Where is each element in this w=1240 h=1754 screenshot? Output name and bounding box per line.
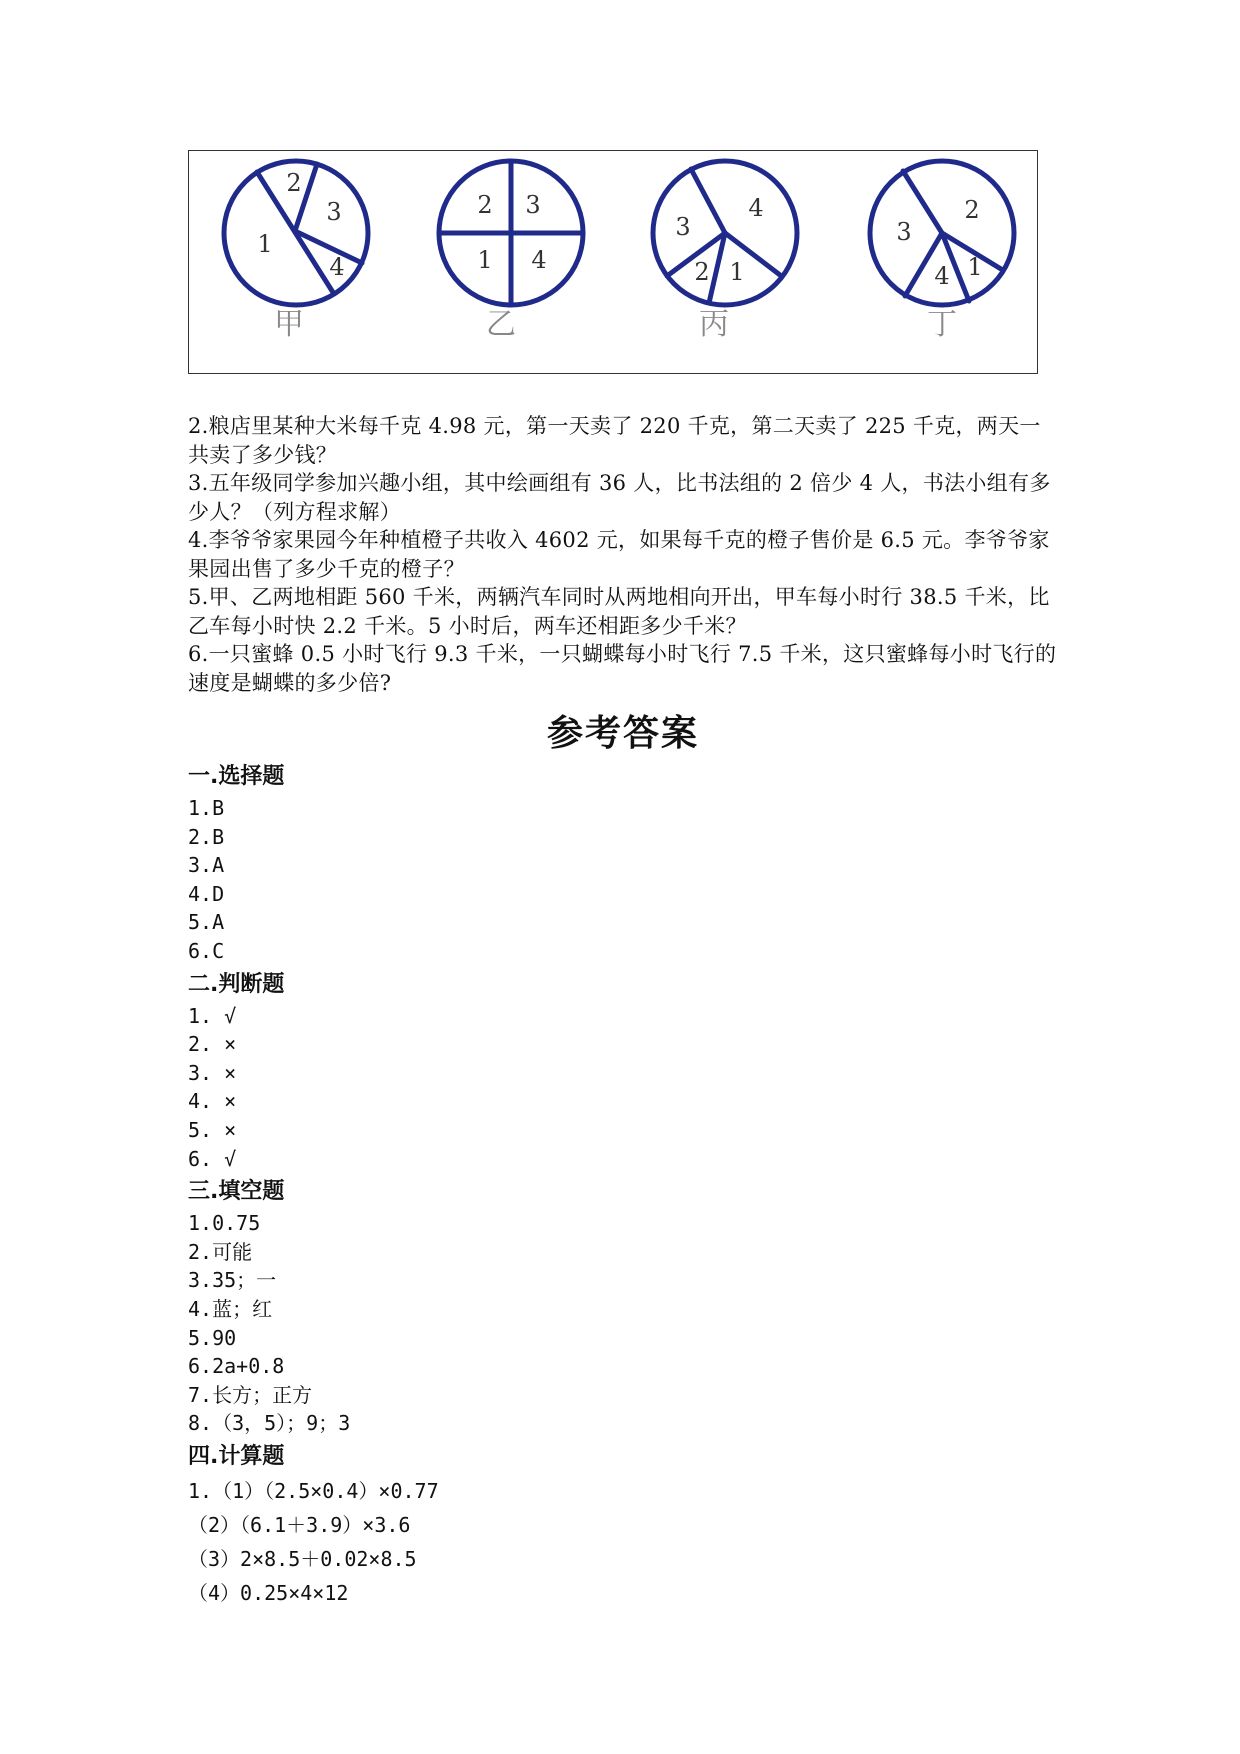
question-2: 2.粮店里某种大米每千克 4.98 元，第一天卖了 220 千克，第二天卖了 225 千克，两天一共卖了多少钱？ — [188, 414, 1041, 467]
circle-division-figure — [188, 150, 1038, 374]
answer-item: 1.0.75 — [188, 1211, 261, 1236]
answer-item: 6.C — [188, 938, 225, 963]
ding-label-3: 3 — [896, 218, 912, 246]
answer-item: 2.B — [188, 824, 225, 849]
answer-item: 1.B — [188, 796, 225, 820]
answer-item: 8.（3，5）；9；3 — [188, 1411, 351, 1436]
caption-bing: 丙 — [699, 307, 729, 342]
question-5: 5.甲、乙两地相距 560 千米，两辆汽车同时从两地相向开出，甲车每小时行 38.5 千米，比乙车每小时快 2.2 千米。5 小时后，两车还相距多少千米？ — [188, 585, 1050, 638]
answer-item: 3.35；一 — [188, 1268, 277, 1293]
answer-item: 2. × — [188, 1032, 237, 1057]
ding-label-1: 1 — [967, 253, 983, 281]
ding-label-2: 2 — [964, 196, 980, 224]
section-title: 二.判断题 — [188, 971, 285, 997]
caption-yi: 乙 — [486, 307, 516, 342]
answer-item: 3. × — [188, 1060, 237, 1085]
answer-item: 4.D — [188, 881, 225, 906]
jia-label-2: 2 — [286, 169, 302, 197]
ding-label-4: 4 — [934, 262, 950, 290]
jia-label-4: 4 — [329, 253, 345, 281]
answer-item: 4.蓝；红 — [188, 1296, 273, 1321]
yi-label-3: 3 — [525, 191, 541, 219]
answer-item: 1.（1）（2.5×0.4）×0.77 — [188, 1478, 439, 1503]
question-3: 3.五年级同学参加兴趣小组，其中绘画组有 36 人，比书法组的 2 倍少 4 人，书法小组有多少人？（列方程求解） — [188, 471, 1051, 524]
answer-item: 6. √ — [188, 1146, 237, 1171]
bing-label-1: 1 — [729, 258, 745, 286]
answer-item: 7.长方；正方 — [188, 1382, 313, 1407]
section-title: 三.填空题 — [188, 1179, 285, 1205]
answer-item: 1. √ — [188, 1003, 237, 1028]
section-judge — [188, 970, 1058, 1174]
section-title: 四.计算题 — [188, 1443, 285, 1469]
answer-title: 参考答案 — [546, 713, 699, 754]
bing-label-3: 3 — [675, 213, 691, 241]
jia-label-1: 1 — [257, 230, 273, 258]
answer-item: 4. × — [188, 1089, 237, 1114]
answer-item: 2.可能 — [188, 1239, 253, 1264]
bing-label-4: 4 — [748, 194, 764, 222]
yi-label-1: 1 — [477, 246, 493, 274]
section-fill — [188, 1177, 1058, 1438]
answer-item: 3.A — [188, 853, 225, 878]
section-choice — [188, 762, 1058, 966]
caption-jia: 甲 — [274, 307, 304, 342]
answer-item: （3）2×8.5＋0.02×8.5 — [188, 1546, 417, 1571]
answer-item: （4）0.25×4×12 — [188, 1580, 349, 1605]
bing-line-top — [691, 169, 725, 233]
question-6: 6.一只蜜蜂 0.5 小时飞行 9.3 千米，一只蝴蝶每小时飞行 7.5 千米，这只蜜蜂每小时飞行的速度是蝴蝶的多少倍? — [188, 642, 1057, 695]
answer-item: 6.2a+0.8 — [188, 1354, 285, 1379]
circles-svg — [189, 151, 1039, 375]
question-4: 4.李爷爷家果园今年种植橙子共收入 4602 元，如果每千克的橙子售价是 6.5 元。李爷爷家果园出售了多少千克的橙子？ — [188, 528, 1050, 581]
page-content — [188, 150, 1058, 1610]
answer-item: 5. × — [188, 1117, 237, 1142]
caption-ding: 丁 — [927, 307, 957, 342]
question-list — [188, 412, 1058, 697]
yi-label-2: 2 — [477, 191, 493, 219]
section-calc — [188, 1442, 1058, 1610]
bing-label-2: 2 — [694, 258, 710, 286]
answer-item: 5.A — [188, 910, 225, 935]
answer-item: 5.90 — [188, 1325, 237, 1350]
answer-item: （2）（6.1＋3.9）×3.6 — [188, 1512, 411, 1537]
jia-label-3: 3 — [326, 198, 342, 226]
section-title: 一.选择题 — [188, 764, 285, 789]
yi-label-4: 4 — [531, 246, 547, 274]
